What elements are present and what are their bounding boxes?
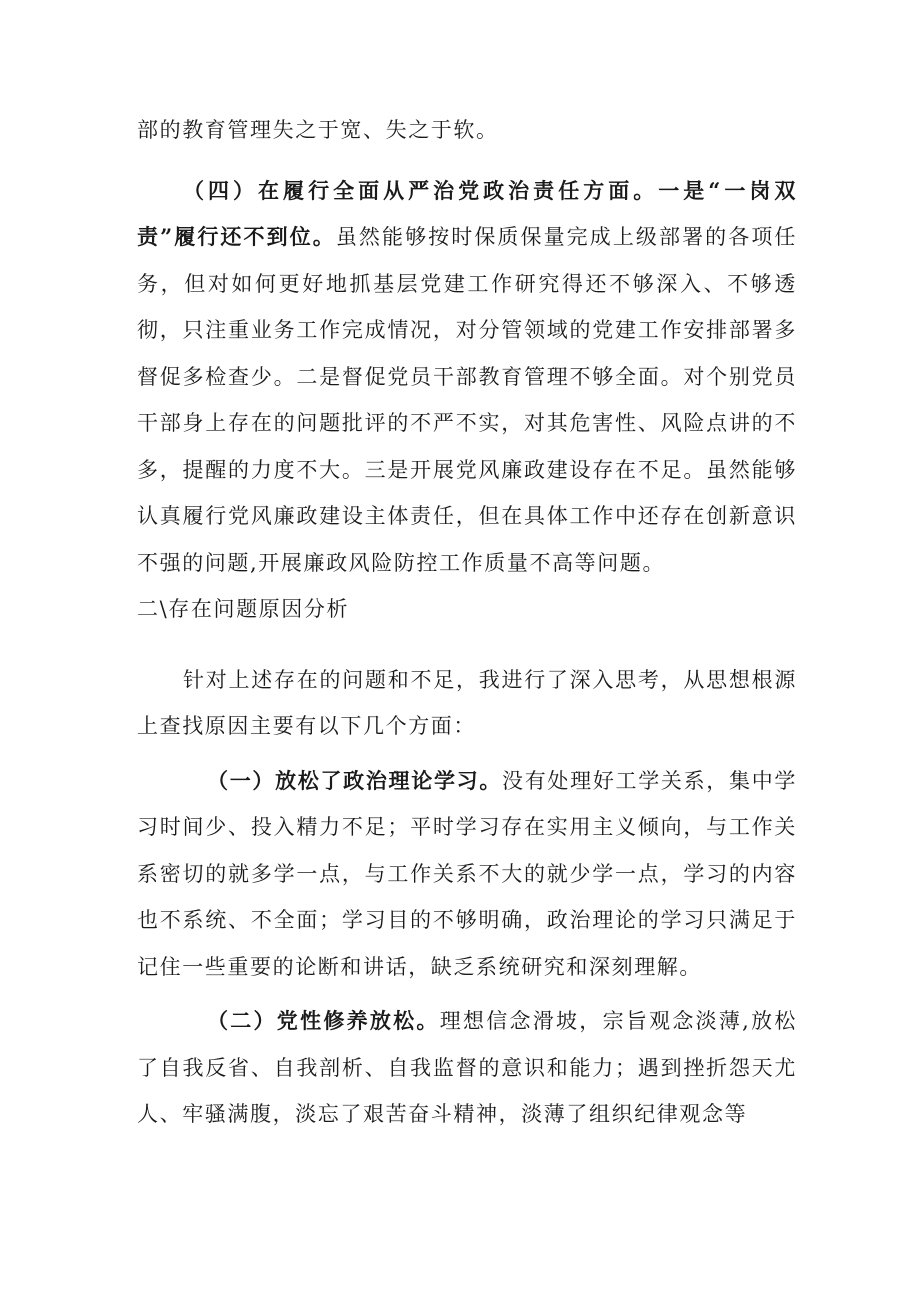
section-4-body-1: 虽然能够按时保质保量完成上级部署的各项任务，但对如何更好地抓基层党建工作研究得还不够深入、不够透彻，只注重业务工作完成情况，对分管领域的党建工作安排部署多督促多检查少。 xyxy=(137,225,797,389)
part-2-title: 二\存在问题原因分析 xyxy=(137,597,350,621)
section-4-body-3: 三是开展党风廉政建设存在不足。虽然能够认真履行党风廉政建设主体责任，但在具体工作中还存在创新意识不强的问题,开展廉政风险防控工作质量不高等问题。 xyxy=(137,457,797,575)
section-4-heading: （四）在履行全面从严治党政治责任方面。 xyxy=(183,177,659,203)
cause-1-body: 没有处理好工学关系，集中学习时间少、投入精力不足；平时学习存在实用主义倾向，与工作关系密切的就多学一点，与工作关系不大的就少学一点，学习的内容也不系统、不全面；学习目的不够明确，政治理论的学习只满足于记住一些重要的论断和讲话，缺乏系统研究和深刻理解。 xyxy=(137,768,797,979)
section-4-body-2: 二是督促党员干部教育管理不够全面。对个别党员干部身上存在的问题批评的不严不实，对其危害性、风险点讲的不多，提醒的力度不大。 xyxy=(137,364,798,482)
document-body xyxy=(137,107,797,1138)
cause-2-paragraph xyxy=(137,998,797,1138)
cause-1-heading: （一）放松了政治理论学习。 xyxy=(207,767,503,793)
cause-1-paragraph xyxy=(137,758,797,991)
cause-2-body: 理想信念滑坡，宗旨观念淡薄,放松了自我反省、自我剖析、自我监督的意识和能力；遇到挫折怨天尤人、牢骚满腹，淡忘了艰苦奋斗精神，淡薄了组织纪律观念等 xyxy=(137,1009,797,1126)
section-4-lead-1: 一是“一岗双责”履行还不到位。 xyxy=(137,177,797,249)
section-4-paragraph xyxy=(137,168,797,587)
continuation-paragraph: 部的教育管理失之于宽、失之于软。 xyxy=(137,118,499,142)
part-2-intro: 针对上述存在的问题和不足，我进行了深入思考，从思想根源上查找原因主要有以下几个方面： xyxy=(137,667,797,738)
cause-2-heading: （二）党性修养放松。 xyxy=(207,1008,440,1033)
